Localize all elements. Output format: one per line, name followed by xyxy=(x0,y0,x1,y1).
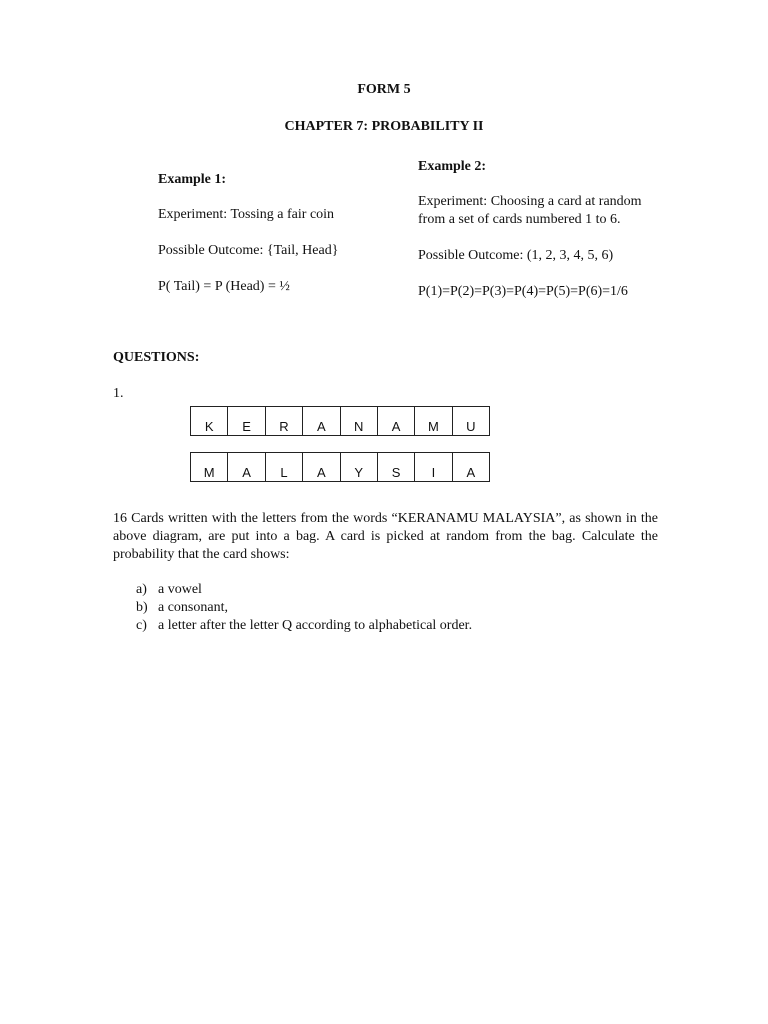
letter-card: A xyxy=(378,407,415,435)
option-c xyxy=(136,618,472,634)
letter-card: N xyxy=(341,407,378,435)
letter-card: A xyxy=(466,465,476,480)
letter-card: A xyxy=(228,453,265,481)
option-label: b) xyxy=(136,600,148,615)
question-1-number: 1. xyxy=(113,386,124,401)
letter-card: R xyxy=(266,407,303,435)
example-2-experiment-line-2: from a set of cards numbered 1 to 6. xyxy=(418,212,621,227)
example-1-outcome: Possible Outcome: {Tail, Head} xyxy=(158,243,339,258)
example-1-probability: P( Tail) = P (Head) = ½ xyxy=(158,279,290,294)
example-2-title: Example 2: xyxy=(418,159,487,174)
card-row-keranamu xyxy=(190,406,490,436)
option-label: a) xyxy=(136,582,147,597)
letter-card: A xyxy=(303,407,340,435)
letter-card: E xyxy=(228,407,265,435)
letter-card: I xyxy=(415,453,452,481)
option-b xyxy=(136,600,228,616)
option-text: a letter after the letter Q according to alphabetical order. xyxy=(158,618,473,633)
chapter-title: CHAPTER 7: PROBABILITY II xyxy=(284,119,484,134)
letter-card: K xyxy=(191,407,228,435)
question-1-text: 16 Cards written with the letters from the words “KERANAMU MALAYSIA”, as shown in the above diagram, are put into a bag. A card is picked at random from the bag. Calculate the probability that the card shows: xyxy=(113,511,658,562)
option-label: c) xyxy=(136,618,147,633)
example-2-outcome: Possible Outcome: (1, 2, 3, 4, 5, 6) xyxy=(418,248,614,263)
letter-card: U xyxy=(466,419,476,434)
option-a xyxy=(136,582,202,598)
option-text: a consonant, xyxy=(158,600,228,615)
letter-card: S xyxy=(378,453,415,481)
letter-card: Y xyxy=(341,453,378,481)
letter-card: A xyxy=(303,453,340,481)
questions-heading: QUESTIONS: xyxy=(113,350,200,365)
example-1-title: Example 1: xyxy=(158,172,227,187)
option-text: a vowel xyxy=(158,582,202,597)
example-1-experiment: Experiment: Tossing a fair coin xyxy=(158,207,335,222)
example-2-experiment-line-1: Experiment: Choosing a card at random xyxy=(418,194,642,209)
letter-card: L xyxy=(266,453,303,481)
card-row-malaysia xyxy=(190,452,490,482)
letter-card: M xyxy=(191,453,228,481)
example-2-probability: P(1)=P(2)=P(3)=P(4)=P(5)=P(6)=1/6 xyxy=(418,284,628,299)
form-title: FORM 5 xyxy=(357,82,411,97)
letter-card: M xyxy=(415,407,452,435)
